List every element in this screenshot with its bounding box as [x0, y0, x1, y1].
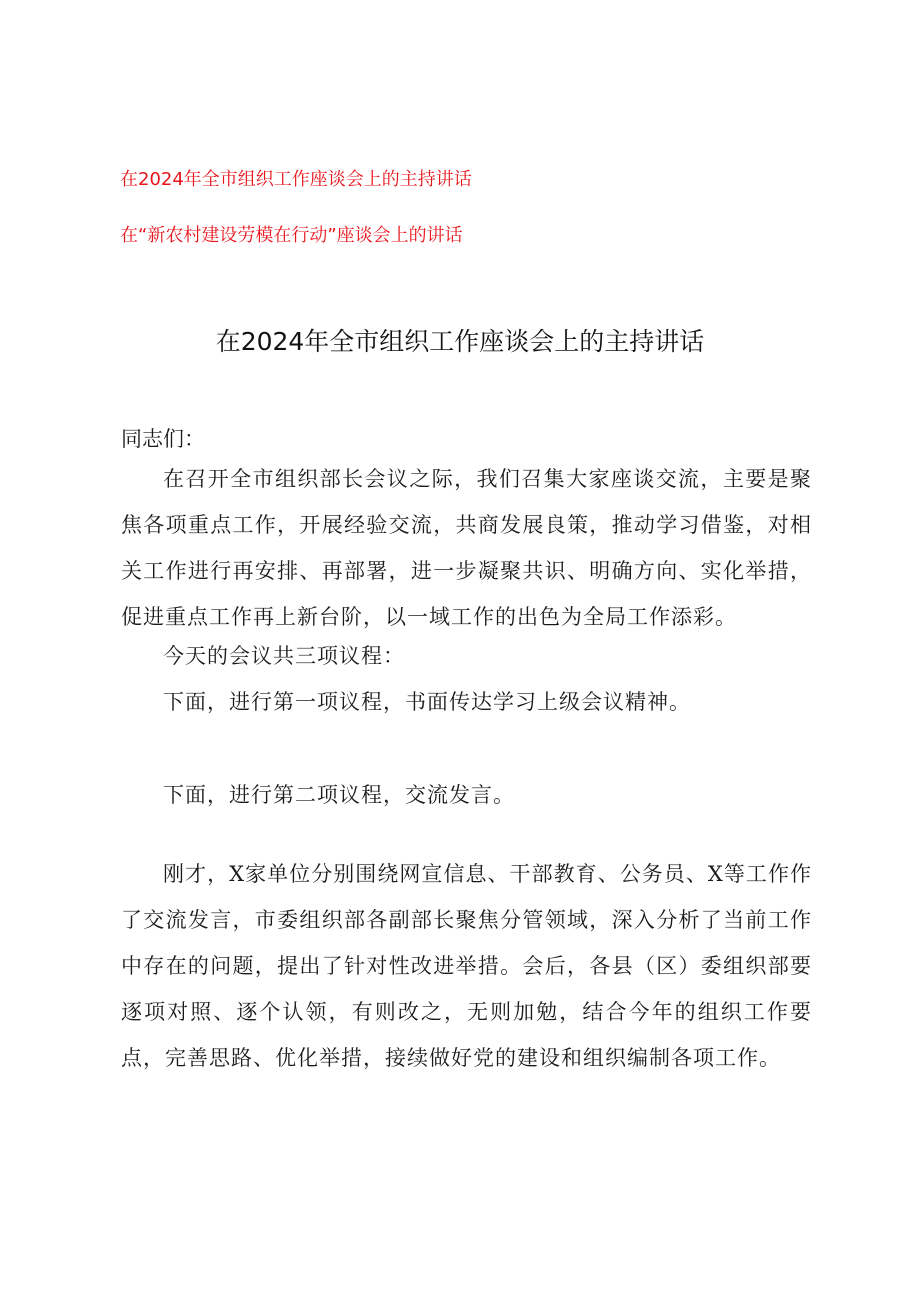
table-of-contents: [120, 166, 472, 250]
paragraph-intro: 在召开全市组织部长会议之际，我们召集大家座谈交流，主要是聚焦各项重点工作，开展经验交流，共商发展良策，推动学习借鉴，对相关工作进行再安排、再部署，进一步凝聚共识、明确方向、实化举措，促进重点工作再上新台阶，以一域工作的出色为全局工作添彩。: [121, 467, 812, 629]
paragraph-agenda: 今天的会议共三项议程：: [163, 644, 405, 668]
paragraph-agenda-item-2: 下面，进行第二项议程，交流发言。: [163, 783, 515, 807]
toc-link-organization-meeting[interactable]: 在2024年全市组织工作座谈会上的主持讲话: [120, 169, 472, 190]
document-title: 在2024年全市组织工作座谈会上的主持讲话: [215, 327, 705, 356]
toc-link-rural-model-meeting[interactable]: 在“新农村建设劳模在行动”座谈会上的讲话: [120, 225, 463, 246]
paragraph-agenda-item-1: 下面，进行第一项议程，书面传达学习上级会议精神。: [163, 690, 691, 714]
paragraph-summary: 刚才，X家单位分别围绕网宣信息、干部教育、公务员、X等工作作了交流发言，市委组织部各副部长聚焦分管领域，深入分析了当前工作中存在的问题，提出了针对性改进举措。会后，各县（区）委组织部要逐项对照、逐个认领，有则改之，无则加勉，结合今年的组织工作要点，完善思路、优化举措，接续做好党的建设和组织编制各项工作。: [121, 862, 812, 1070]
salutation: 同志们：: [121, 427, 205, 451]
